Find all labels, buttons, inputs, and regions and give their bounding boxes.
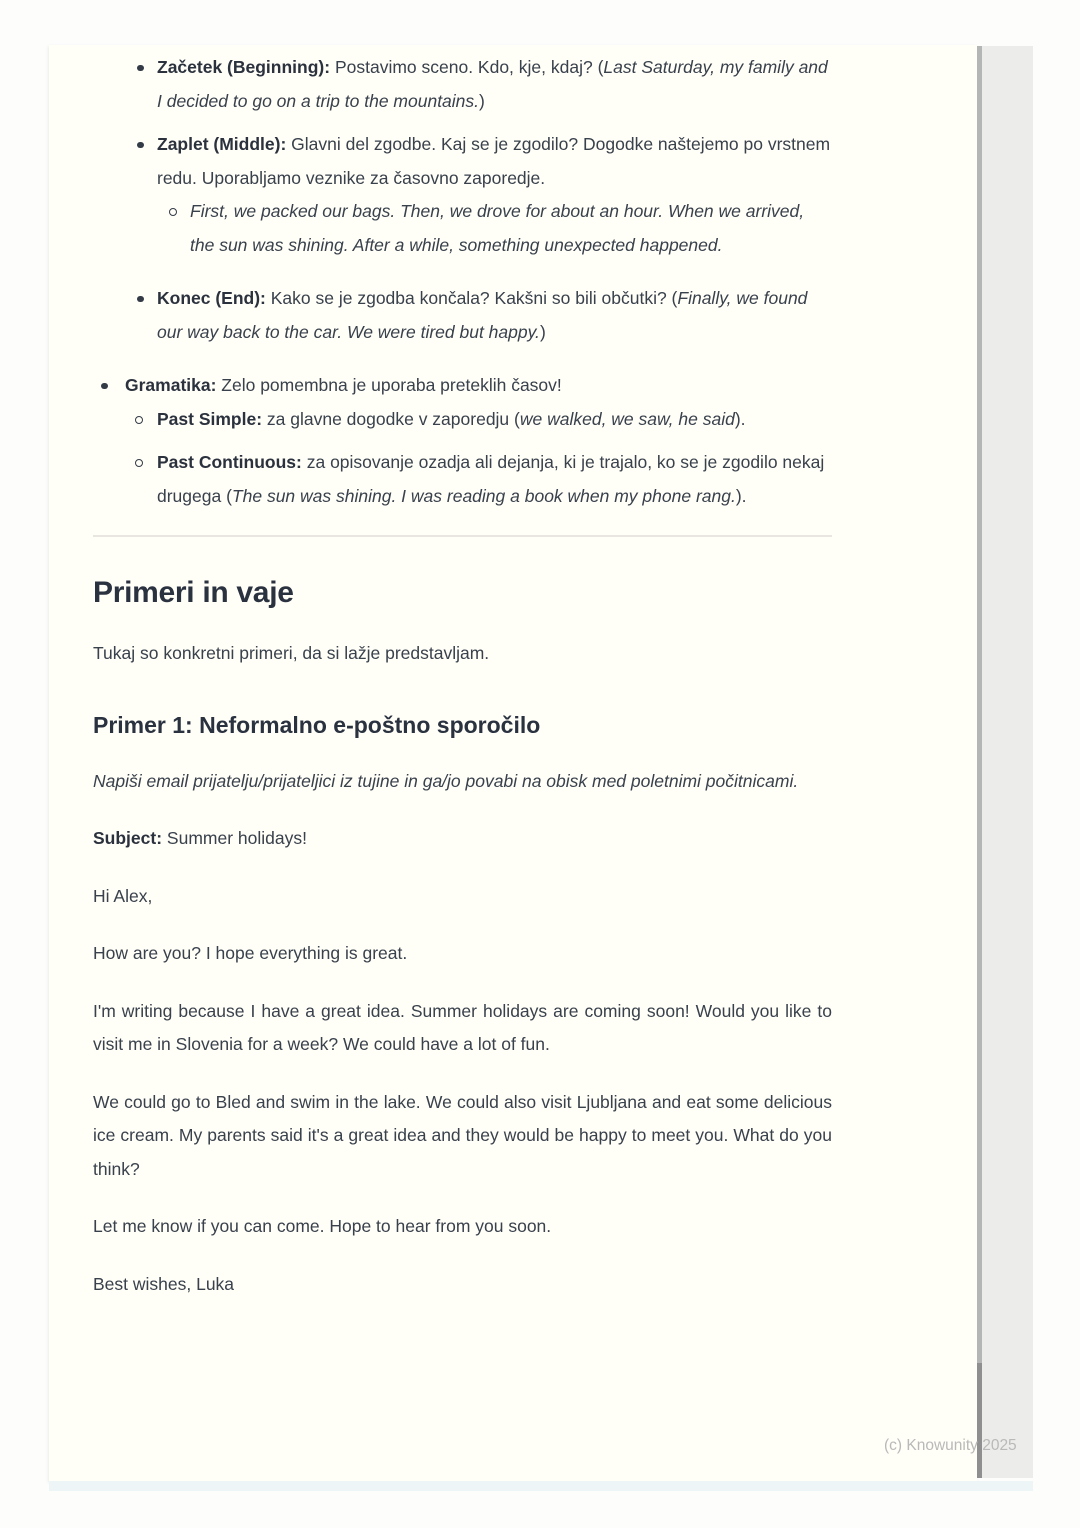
- example-text: Finally, we found our way back to the car. We were tired but happy.: [157, 288, 808, 342]
- page-bottom-shadow: [49, 1481, 1033, 1491]
- section-divider: [93, 535, 832, 537]
- example-text: First, we packed our bags. Then, we drove for about an hour. When we arrived, the sun was shining. After a while, something unexpected happened.: [190, 201, 805, 255]
- document-page: [49, 45, 977, 1482]
- email-greeting: Hi Alex,: [93, 885, 153, 906]
- term-text: Glavni del zgodbe. Kaj se je zgodilo? Dogodke naštejemo po vrstnem redu. Uporabljamo veznike za časovno zaporedje.: [157, 134, 831, 188]
- term-text: za glavne dogodke v zaporedju (: [262, 408, 520, 429]
- scrollbar-thumb[interactable]: [977, 1363, 982, 1478]
- list-item-past-continuous: [125, 446, 832, 513]
- watermark: (c) Knowunity 2025: [884, 1437, 1017, 1454]
- example-text: The sun was shining. I was reading a book when my phone rang.: [231, 485, 736, 506]
- grammar-list: [93, 369, 832, 513]
- term-label: Konec (End):: [157, 288, 266, 308]
- term-label: Past Simple:: [157, 408, 263, 429]
- example-text: Last Saturday, my family and I decided to go on a trip to the mountains.: [157, 57, 828, 111]
- email-paragraph-1: How are you? I hope everything is great.: [93, 943, 408, 963]
- term-label: Začetek (Beginning):: [157, 57, 331, 77]
- example1-heading: Primer 1: Neformalno e-poštno sporočilo: [93, 711, 541, 738]
- term-text: za opisovanje ozadja ali dejanja, ki je trajalo, ko se je zgodilo nekaj drugega (: [157, 452, 825, 506]
- section-intro: Tukaj so konkretni primeri, da si lažje predstavljam.: [93, 643, 490, 663]
- email-subject-line: [93, 822, 832, 856]
- list-item-beginning: [93, 51, 832, 118]
- example-text: we walked, we saw, he said: [519, 408, 735, 429]
- page-right-edge-line: [977, 46, 982, 1478]
- term-text: Zelo pomembna je uporaba preteklih časov!: [216, 375, 562, 395]
- list-item-middle: [93, 128, 832, 262]
- list-item-middle-example: [157, 195, 832, 262]
- section-heading: Primeri in vaje: [93, 576, 294, 609]
- list-item-end: [93, 282, 832, 349]
- story-structure-list: [93, 51, 832, 349]
- paren-close: ): [479, 90, 485, 111]
- term-label: Gramatika:: [125, 375, 217, 395]
- paren-close: ): [539, 321, 546, 342]
- email-paragraph-3: We could go to Bled and swim in the lake. We could also visit Ljubljana and eat some delicious ice cream. My parents said it's a great idea and they would be happy to meet you. What do you think?: [93, 1091, 832, 1179]
- email-paragraph-2: I'm writing because I have a great idea. Summer holidays are coming soon! Would you like to visit me in Slovenia for a week? We could have a lot of fun.: [93, 1000, 832, 1054]
- scrollbar-track[interactable]: [982, 46, 1033, 1478]
- sub-example-list: [157, 195, 832, 262]
- list-item-grammar: [93, 369, 832, 513]
- term-text: Kako se je zgodba končala? Kakšni so bili občutki? (: [265, 288, 678, 308]
- paren-close: ).: [734, 408, 746, 429]
- email-paragraph-4: Let me know if you can come. Hope to hear from you soon.: [93, 1216, 552, 1236]
- example1-prompt: Napiši email prijatelju/prijateljici iz tujine in ga/jo povabi na obisk med poletnimi počitnicami.: [93, 770, 799, 791]
- email-closing: Best wishes, Luka: [93, 1273, 235, 1294]
- term-label: Zaplet (Middle):: [157, 134, 287, 154]
- list-item-past-simple: [125, 403, 832, 437]
- subject-value: Summer holidays!: [162, 828, 307, 848]
- paren-close: ).: [735, 485, 747, 506]
- term-text: Postavimo sceno. Kdo, kje, kdaj? (: [330, 57, 604, 77]
- grammar-sub-list: [125, 403, 832, 514]
- subject-label: Subject:: [93, 828, 163, 848]
- term-label: Past Continuous:: [157, 452, 302, 472]
